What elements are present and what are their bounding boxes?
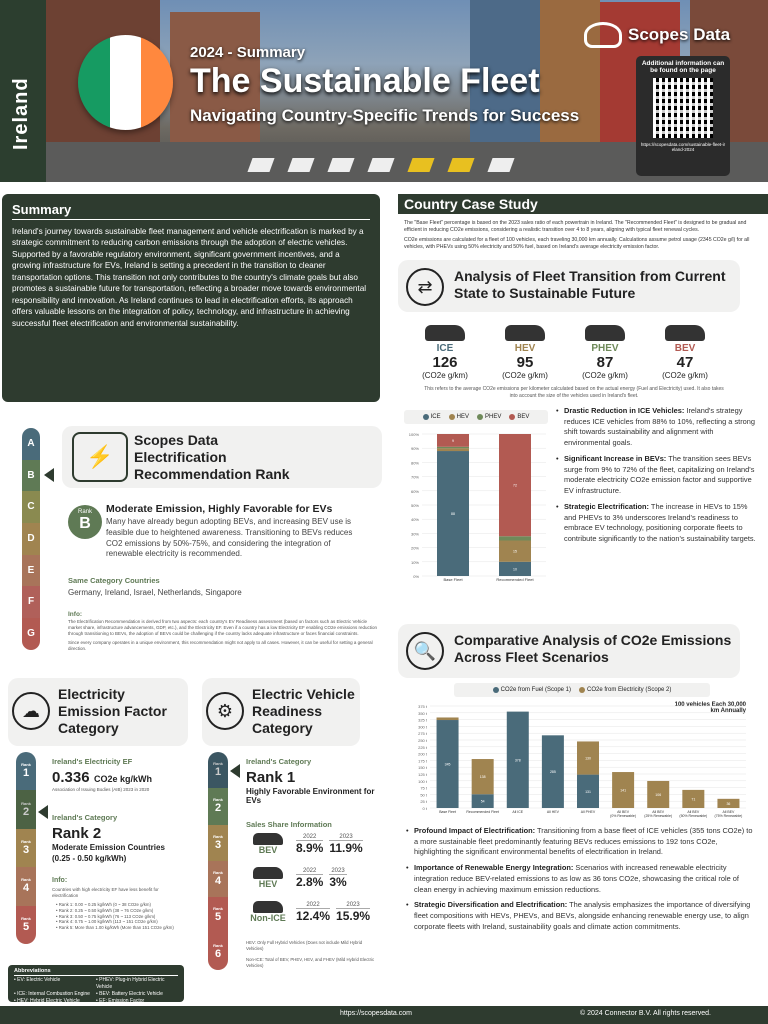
electrification-icon: ⚡ xyxy=(72,432,128,482)
bullet-text: Transitioning from a base fleet of ICE vehicles (355 tons CO2e) to a more sustainable fleet predominantly featuring BEVs reduces emissions to 192 tons CO2e, highlighting the significant environmental benefits of electrification in Ireland. xyxy=(414,826,753,857)
y-tick-label: 30% xyxy=(410,531,419,537)
electricity-rank-pointer-icon xyxy=(38,805,48,819)
legend-swatch xyxy=(493,687,499,693)
legend-item xyxy=(493,687,571,693)
x-tick-label xyxy=(466,810,499,814)
x-tick-line: (75% Renewable) xyxy=(714,814,743,818)
rank-step-number: 3 xyxy=(22,843,30,856)
x-tick-line: All BEV xyxy=(687,810,700,814)
legend-label: HEV xyxy=(456,414,469,420)
y-tick-label: 40% xyxy=(410,517,419,523)
share-value: 3% xyxy=(329,874,347,889)
case-study-text-2: CO2e emissions are calculated for a fleet of 100 vehicles, each traveling 30,000 km annually. Calculations assume petrol usage (2345 CO2e g/l) for all vehicles, with PHEVs using 50% electricity and 50% fuel, based on Ireland's average electricity emission factor. xyxy=(404,237,750,251)
bar-co2e-from-electricity-scope-2- xyxy=(437,717,459,720)
car-icon xyxy=(253,901,283,913)
x-tick-line: All BEV xyxy=(652,810,665,814)
vehicle-value: 47 xyxy=(676,354,694,371)
rank-step-word: Rank xyxy=(213,761,223,767)
y-tick-label: 50 t xyxy=(420,792,427,798)
y-tick-label: 10% xyxy=(410,559,419,565)
y-tick-label: 60% xyxy=(410,488,419,494)
share-vehicle xyxy=(246,867,290,889)
vehicle-phev xyxy=(570,325,640,380)
vehicle-value: 95 xyxy=(516,354,534,371)
rank-step xyxy=(208,825,228,861)
x-tick-label xyxy=(439,810,456,814)
bullet-item xyxy=(556,502,756,545)
abbreviation-item: • HEV: Hybrid Electric Vehicle xyxy=(14,997,80,1004)
electricity-category-range: (0.25 - 0.50 kg/kWh) xyxy=(52,854,127,863)
qr-panel[interactable] xyxy=(636,56,730,176)
share-2022 xyxy=(296,902,330,923)
rank-step xyxy=(22,491,40,523)
x-tick-line: Base Fleet xyxy=(443,577,463,582)
legend-item xyxy=(579,687,671,693)
car-magnifier-icon: 🔍 xyxy=(406,632,444,670)
rank-step-number: 3 xyxy=(214,838,222,851)
legend-label: CO2e from Electricity (Scope 2) xyxy=(587,687,672,693)
scopes-logo-icon xyxy=(584,22,622,48)
vehicle-unit: (CO2e g/km) xyxy=(422,371,468,380)
ef-unit: CO2e kg/kWh xyxy=(94,774,153,784)
legend-swatch xyxy=(579,687,585,693)
rank-title: Scopes Data Electrification Recommendation Rank xyxy=(134,432,290,482)
vehicle-value: 126 xyxy=(432,354,458,371)
car-icon xyxy=(505,325,545,341)
vehicle-unit: (CO2e g/km) xyxy=(662,371,708,380)
bar-value-label: 131 xyxy=(585,789,591,794)
bullet-text: Ireland's strategy reduces ICE vehicles from 88% to 10%, reflecting a strong shift towards sustainability and alignment with environmental goals. xyxy=(564,406,756,448)
y-tick-label: 300 t xyxy=(418,724,427,730)
share-vehicle-name: Non-ICE xyxy=(250,913,286,923)
bar-value-label: 106 xyxy=(655,792,662,797)
ev-readiness-icon: ⚙ xyxy=(206,692,244,730)
rank-step-number: 4 xyxy=(22,882,30,895)
readiness-note-1: HEV: Only Full Hybrid Vehicles (Does not include Mild Hybrid Vehicles) xyxy=(246,940,363,951)
y-tick-label: 70% xyxy=(410,474,419,480)
abbreviation-item: • BEV: Battery Electric Vehicle xyxy=(96,990,163,997)
x-tick-line: Recommended Fleet xyxy=(466,810,499,814)
vehicle-name: HEV xyxy=(514,343,536,354)
brand-name: Scopes Data xyxy=(628,25,731,44)
y-tick-label: 275 t xyxy=(418,731,427,737)
y-tick-label: 75 t xyxy=(420,785,427,791)
rank-step xyxy=(22,586,40,618)
ef-label: Ireland's Electricity EF xyxy=(52,757,133,766)
bullet-item xyxy=(556,406,756,449)
rank-step xyxy=(22,555,40,587)
legend-swatch xyxy=(423,414,429,420)
ef-range-item: • Rank 2: 0.25 ~ 0.50 kg/kWh (38 ~ 76 CO2e g/km) xyxy=(56,907,154,913)
chart-annotation: 100 vehicles Each 30,000 km Annually xyxy=(674,702,746,714)
ef-range-item: • Rank 1: 0.00 ~ 0.25 kg/kWh (0 ~ 38 CO2e g/km) xyxy=(56,902,151,907)
share-year: 2022 xyxy=(296,902,330,909)
case-study-heading: Country Case Study xyxy=(398,194,768,214)
legend-swatch xyxy=(477,414,483,420)
electricity-category-name: Moderate Emission Countries xyxy=(52,843,165,852)
footer-copyright: © 2024 Connector B.V. All rights reserved. xyxy=(580,1010,711,1017)
route-icon: ⇄ xyxy=(406,268,444,306)
share-2022 xyxy=(296,834,323,855)
rank-step-number: 2 xyxy=(214,802,222,815)
footer xyxy=(0,1006,768,1024)
rank-badge xyxy=(68,505,102,539)
transition-title: Analysis of Fleet Transition from Current State to Sustainable Future xyxy=(454,268,726,301)
vehicle-emissions-note: This refers to the average CO2e emissions per kilometer calculated based on the actual energy (Fuel and Electricity) used. It also takes into account the size of the vehicles used in Ireland's fleet. xyxy=(424,386,724,399)
legend-item xyxy=(423,414,441,420)
y-tick-label: 100% xyxy=(408,432,419,437)
share-vehicle xyxy=(246,833,290,855)
y-tick-label: 125 t xyxy=(418,772,427,777)
comparative-bullets xyxy=(406,826,756,938)
comparative-title: Comparative Analysis of CO2e Emissions Across Fleet Scenarios xyxy=(454,632,732,665)
x-tick-line: All HEV xyxy=(546,810,559,814)
legend-item xyxy=(449,414,469,420)
cloud-lightning-icon: ☁ xyxy=(12,692,50,730)
rank-step-number: 5 xyxy=(214,911,222,924)
bullet-text: The transition sees BEVs surge from 9% to 72% of the fleet, capitalizing on Ireland's moderate electricity CO2e emission factor and supportive EV infrastructure. xyxy=(564,453,755,496)
electricity-rank-scale xyxy=(16,752,36,944)
y-tick-label: 25 t xyxy=(420,799,427,805)
bullet-item xyxy=(556,454,756,497)
country-tab xyxy=(0,0,46,182)
legend-item xyxy=(477,414,501,420)
rank-step-word: Rank xyxy=(21,877,31,883)
y-tick-label: 200 t xyxy=(418,751,427,757)
x-tick-label xyxy=(443,577,463,582)
x-tick-label xyxy=(610,810,636,818)
vehicle-unit: (CO2e g/km) xyxy=(582,371,628,380)
emissions-legend xyxy=(454,683,710,697)
rank-step xyxy=(208,788,228,824)
sales-share-row xyxy=(246,833,363,855)
y-tick-label: 225 t xyxy=(418,744,427,750)
bar-value-label: 141 xyxy=(620,788,627,793)
rank-step xyxy=(208,897,228,933)
same-category-countries: Germany, Ireland, Israel, Netherlands, Singapore xyxy=(68,588,242,597)
bullet-heading: Significant Increase in BEVs: xyxy=(564,453,667,463)
ef-value: 0.336 xyxy=(52,769,90,786)
case-study-text-1: The "Base Fleet" percentage is based on the 2023 sales ratio of each powertrain in Ireland. The "Recommended Fleet" is designed to be gradual and efficient in reducing CO2e emissions, considering a realistic transition over 4 to 8 years, aligning with typical fleet renewal cycles. xyxy=(404,220,747,234)
rank-step-letter: G xyxy=(27,628,35,640)
share-2023 xyxy=(329,834,362,855)
x-tick-line: Recommended Fleet xyxy=(496,577,534,582)
page-tagline: Navigating Country-Specific Trends for Success xyxy=(190,106,580,125)
sales-share-row xyxy=(246,901,370,923)
legend-swatch xyxy=(509,414,515,420)
readiness-title: Electric Vehicle Readiness Category xyxy=(252,686,355,736)
x-tick-label xyxy=(679,810,707,818)
car-icon xyxy=(253,867,283,879)
rank-step-letter: F xyxy=(27,596,35,608)
summary-text: Ireland's journey towards sustainable fleet management and vehicle electrification is marked by a strategic commitment to reducing carbon emissions through the adoption of electric vehicles. Supported by a favorable regulatory environment, significant government incentives, and a growing infrastructure for EVs, Ireland is setting a precedent in the transition to cleaner transportation options. This transition not only contributes to the country's climate goals but also promotes a sustainable future for transportation, reflecting a broader move towards environmental responsibility and innovation. As Ireland continues to lead in electrification efforts, its approach offers valuable lessons on the integration of policy, technology, and infrastructure in achieving successful fleet electrification and environmental sustainability. xyxy=(12,227,367,328)
x-tick-line: All PHEV xyxy=(580,810,596,814)
rank-badge-word: Rank xyxy=(77,509,92,515)
emissions-chart xyxy=(400,700,750,822)
x-tick-label xyxy=(496,577,534,582)
share-year: 2023 xyxy=(329,834,362,841)
bullet-heading: Profound Impact of Electrification: xyxy=(414,826,536,835)
abbreviation-item: • ICE: Internal Combustion Engine xyxy=(14,990,90,997)
rank-step xyxy=(22,523,40,555)
share-vehicle-name: HEV xyxy=(258,879,278,889)
rank-step-letter: D xyxy=(27,533,35,545)
bullet-item xyxy=(406,900,756,932)
car-icon xyxy=(425,325,465,341)
share-2023 xyxy=(336,902,370,923)
rank-step-number: 1 xyxy=(214,766,222,779)
rank-step-number: 6 xyxy=(214,947,222,960)
y-tick-label: 20% xyxy=(410,545,419,551)
rank-step-number: 1 xyxy=(22,767,30,780)
ef-range-item: • Rank 5: More than 1.00 kg/kWh (More than 151 CO2e g/km) xyxy=(56,925,174,931)
share-value: 11.9% xyxy=(329,840,363,855)
abbreviations-title: Abbreviations xyxy=(14,968,178,976)
share-value: 12.4% xyxy=(296,908,331,923)
share-2023 xyxy=(329,868,346,889)
abbreviations-panel xyxy=(8,965,184,1002)
rank-info-1: The Electrification Recommendation is derived from two aspects: each country's EV Readiness assessment (based on factors such as Electric Vehicle market share, infrastructure advancements, GDP, etc.), and the Electricity EF. Even if a country has a low Electricity EF enabling CO2e emissions reduction through transitioning to BEVs, the adoption of BEVs could be challenging if the country lacks adequate infrastructure or faces financial constraints. xyxy=(68,619,378,637)
bullet-item xyxy=(406,863,756,895)
rank-step-word: Rank xyxy=(213,870,223,876)
bar-value-label: 9 xyxy=(452,438,454,443)
y-tick-label: 250 t xyxy=(418,738,427,743)
rank-step xyxy=(22,428,40,460)
case-study-text xyxy=(404,220,762,251)
y-tick-label: 50% xyxy=(410,503,419,508)
bar-hev xyxy=(437,448,469,451)
x-tick-line: (0% Renewable) xyxy=(610,814,637,818)
bullet-heading: Strategic Electrification: xyxy=(564,501,650,511)
abbreviation-item: • PHEV: Plug-in Hybrid Electric Vehicle xyxy=(96,977,165,991)
ef-value-line xyxy=(52,769,152,787)
x-tick-line: (25% Renewable) xyxy=(644,814,673,818)
y-tick-label: 0 t xyxy=(422,806,427,811)
rank-step xyxy=(16,867,36,905)
share-vehicle xyxy=(246,901,290,923)
bar-value-label: 88 xyxy=(451,512,455,517)
share-year: 2022 xyxy=(296,834,323,841)
car-icon xyxy=(253,833,283,845)
rank-step-number: 2 xyxy=(22,805,30,818)
bullet-text: The increase in HEVs to 15% and PHEVs to 3% underscores Ireland's readiness to embrace EV technology, positioning corporate fleets to contribute significantly to the nation's sustainability targets. xyxy=(564,501,756,544)
electricity-info-list xyxy=(56,902,186,931)
rank-step xyxy=(208,752,228,788)
rank-step-letter: B xyxy=(27,469,35,481)
sales-share-label: Sales Share Information xyxy=(246,820,332,829)
rank-step-letter: A xyxy=(27,438,35,449)
vehicle-unit: (CO2e g/km) xyxy=(502,371,548,380)
legend-label: PHEV xyxy=(485,414,502,420)
electricity-info-label: Info: xyxy=(52,877,68,884)
rank-step xyxy=(22,618,40,650)
readiness-rank-pointer-icon xyxy=(230,764,240,778)
abbreviation-item: • EF: Emission Factor xyxy=(96,997,145,1004)
bullet-item xyxy=(406,826,756,858)
x-tick-line: (50% Renewable) xyxy=(679,814,708,818)
readiness-category-rank: Rank 1 xyxy=(246,769,296,786)
x-tick-label xyxy=(512,810,523,814)
rank-headline: Moderate Emission, Highly Favorable for EVs xyxy=(106,503,333,515)
rank-step-number: 5 xyxy=(22,920,30,933)
rank-step-word: Rank xyxy=(213,942,223,948)
rank-step xyxy=(16,790,36,828)
share-value: 15.9% xyxy=(336,908,371,923)
rank-step-letter: E xyxy=(27,564,35,576)
bar-value-label: 130 xyxy=(585,756,591,761)
fleet-legend xyxy=(404,410,548,424)
rank-step-number: 4 xyxy=(214,875,222,888)
bar-value-label: 10 xyxy=(513,567,517,572)
x-tick-line: Base Fleet xyxy=(439,810,456,814)
rank-step xyxy=(16,829,36,867)
rank-step-letter: C xyxy=(27,501,35,513)
vehicle-name: BEV xyxy=(674,343,696,354)
legend-label: CO2e from Fuel (Scope 1) xyxy=(500,687,571,693)
bar-value-label: 345 xyxy=(444,762,451,767)
vehicle-name: PHEV xyxy=(591,343,619,354)
share-year: 2022 xyxy=(296,868,323,875)
vehicle-bev xyxy=(650,325,720,380)
bar-phev xyxy=(437,447,469,448)
qr-url[interactable]: https://scopesdata.com/sustainable-fleet-ireland-2024 xyxy=(640,142,726,152)
legend-item xyxy=(509,414,529,420)
brand-logo[interactable] xyxy=(584,22,730,48)
vehicle-name: ICE xyxy=(436,343,454,354)
rank-step xyxy=(22,460,40,492)
readiness-category-label: Ireland's Category xyxy=(246,757,312,766)
share-year: 2023 xyxy=(331,867,345,874)
same-category-label: Same Category Countries xyxy=(68,576,160,585)
share-value: 8.9% xyxy=(296,840,324,855)
share-value: 2.8% xyxy=(296,874,324,889)
x-tick-label xyxy=(715,810,743,818)
readiness-rank-scale xyxy=(208,752,228,970)
readiness-note-2: Non-ICE: Total of BEV, PHEV, HEV, and FHEV (Mild Hybrid Electric Vehicles) xyxy=(246,957,375,968)
ireland-flag-icon xyxy=(78,35,173,130)
country-label: Ireland xyxy=(10,77,32,150)
rank-step xyxy=(16,752,36,790)
rank-step-word: Rank xyxy=(21,762,31,768)
bullet-heading: Importance of Renewable Energy Integration: xyxy=(414,863,574,873)
bar-value-label: 36 xyxy=(726,801,731,806)
share-vehicle-name: BEV xyxy=(258,845,278,855)
electricity-title: Electricity Emission Factor Category xyxy=(58,686,167,736)
rank-description: Many have already begun adopting BEVs, and increasing BEV use is feasible due to heightened awareness. Transitioning to BEVs reduces CO2 emissions by 50%-75%, and considering the integration of renewable electricity is recommended. xyxy=(106,517,353,559)
y-tick-label: 0% xyxy=(413,574,419,579)
y-tick-label: 375 t xyxy=(418,704,427,709)
bar-value-label: 15 xyxy=(513,549,517,554)
electricity-category-rank: Rank 2 xyxy=(52,825,102,842)
legend-swatch xyxy=(449,414,455,420)
ef-range-item: • Rank 3: 0.50 ~ 0.75 kg/kWh (76 ~ 113 CO2e g/km) xyxy=(56,913,156,919)
rank-step-word: Rank xyxy=(213,906,223,912)
share-2022 xyxy=(296,868,323,889)
electricity-category-label: Ireland's Category xyxy=(52,813,118,822)
qr-code-icon[interactable] xyxy=(653,78,713,138)
rank-step xyxy=(208,861,228,897)
x-tick-line: All ICE xyxy=(512,810,524,814)
ef-source: Association of Issuing Bodies (AIB) 2023 in 2020 xyxy=(52,787,150,792)
vehicle-hev xyxy=(490,325,560,380)
bar-value-label: 54 xyxy=(480,799,485,804)
transition-bullets xyxy=(556,406,756,550)
y-tick-label: 325 t xyxy=(418,717,427,723)
car-icon xyxy=(585,325,625,341)
x-tick-label xyxy=(581,810,596,814)
rank-step-word: Rank xyxy=(21,915,31,921)
bullet-heading: Drastic Reduction in ICE Vehicles: xyxy=(564,406,685,415)
y-tick-label: 80% xyxy=(410,460,419,466)
rank-step-word: Rank xyxy=(213,797,223,803)
rank-info-2: Since every company operates in a unique environment, this recommendation might not apply to all cases. However, it can be useful for setting a general direction. xyxy=(68,640,373,652)
x-tick-label xyxy=(547,810,560,814)
rank-step-word: Rank xyxy=(21,838,31,844)
bar-phev xyxy=(499,536,531,540)
bar-value-label: 138 xyxy=(479,775,486,780)
rank-info-label: Info: xyxy=(68,611,83,618)
rank-step xyxy=(16,906,36,944)
rank-info-text xyxy=(68,619,378,652)
footer-url[interactable]: https://scopesdata.com xyxy=(340,1010,412,1017)
x-tick-label xyxy=(644,810,672,818)
legend-label: BEV xyxy=(517,414,530,420)
bar-value-label: 71 xyxy=(691,797,696,802)
qr-note: Additional information can be found on the page xyxy=(641,60,725,74)
rank-step xyxy=(208,934,228,970)
bullet-text: Scenarios with increased renewable electricity integration reduce BEV-related emissions to as low as 36 tons CO2e, showcasing the critical role of clean energy in achieving maximum emission reductions. xyxy=(414,863,739,894)
share-year: 2023 xyxy=(336,902,370,909)
vehicle-ice xyxy=(410,325,480,380)
rank-badge-letter: B xyxy=(79,515,91,532)
vehicle-value: 87 xyxy=(596,354,614,371)
rank-pointer-icon xyxy=(44,468,54,482)
y-tick-label: 150 t xyxy=(418,765,427,771)
bar-value-label: 72 xyxy=(513,483,517,488)
x-tick-line: All BEV xyxy=(617,810,630,814)
sales-share-row xyxy=(246,867,347,889)
rank-step-word: Rank xyxy=(21,800,31,806)
abbreviations-list xyxy=(14,977,178,1004)
bar-value-label: 285 xyxy=(549,770,556,775)
abbreviation-item: • EV: Electric Vehicle xyxy=(14,977,61,984)
readiness-category-name: Highly Favorable Environment for EVs xyxy=(246,787,375,805)
x-tick-line: All BEV xyxy=(722,810,735,814)
rank-scale xyxy=(22,428,40,650)
electricity-info-intro: Countries with high electricity EF have less benefit for electrification xyxy=(52,887,159,899)
page-title: The Sustainable Fleet xyxy=(190,62,540,100)
y-tick-label: 175 t xyxy=(418,758,427,764)
ef-range-item: • Rank 4: 0.75 ~ 1.00 kg/kWh (113 ~ 151 CO2e g/km) xyxy=(56,919,158,925)
summary-heading: Summary xyxy=(12,202,370,220)
year-label: 2024 - Summary xyxy=(190,44,306,61)
y-tick-label: 350 t xyxy=(418,710,427,716)
bullet-text: The analysis emphasizes the importance of diversifying fleet compositions with HEVs, PHEVs, and BEVs, alongside enhancing renewable energy use, to align corporate fleets with Ireland, sustainability goals and climate action commitments. xyxy=(414,900,751,931)
summary-panel xyxy=(2,194,380,402)
legend-label: ICE xyxy=(430,414,441,420)
fleet-mix-chart xyxy=(400,428,550,588)
y-tick-label: 90% xyxy=(410,446,419,452)
bar-value-label: 378 xyxy=(514,758,521,763)
rank-step-word: Rank xyxy=(213,833,223,839)
bullet-heading: Strategic Diversification and Electrification: xyxy=(414,900,568,910)
y-tick-label: 100 t xyxy=(418,778,427,784)
car-icon xyxy=(665,325,705,341)
